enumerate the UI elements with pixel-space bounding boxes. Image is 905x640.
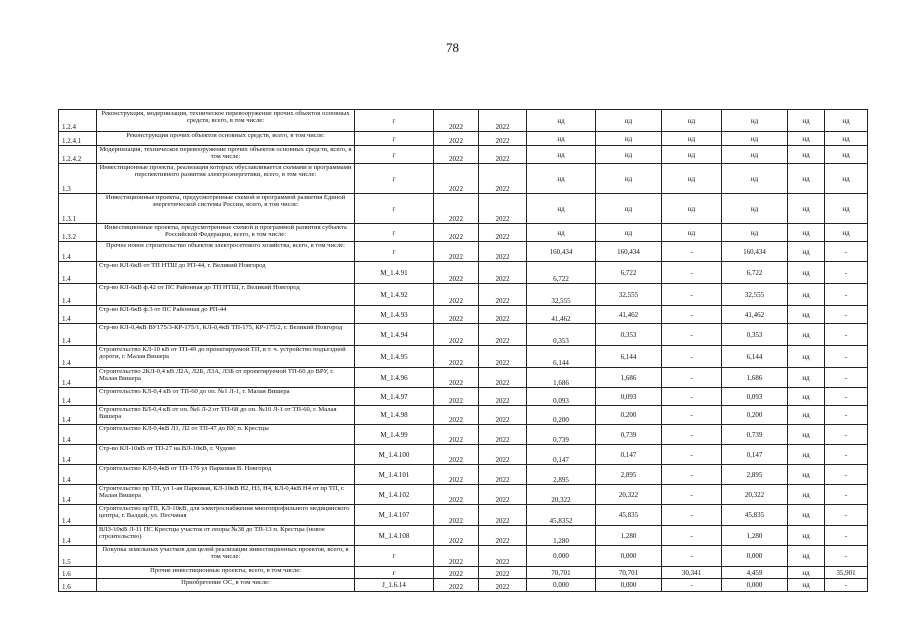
row-value: 0,739 (722, 425, 788, 445)
row-name: Строительство 2КЛ-0,4 кВ Л2А, Л2Б, Л3А, Л3Б от проектируемой ТП-60 до ВРУ, г. Малая Вишера (97, 368, 355, 388)
row-year-start: 2022 (434, 368, 479, 388)
row-value: - (825, 425, 868, 445)
row-value: 0,200 (527, 406, 596, 425)
row-identifier: M_1.4.102 (355, 485, 434, 505)
row-value: нд (788, 505, 825, 526)
row-identifier: M_1.4.91 (355, 262, 434, 284)
row-identifier: M_1.4.108 (355, 526, 434, 546)
row-value: нд (596, 146, 662, 164)
table-row (59, 110, 868, 132)
table-row (59, 445, 868, 465)
table-row (59, 388, 868, 406)
row-code: 1.4 (59, 306, 97, 324)
row-value: 45,8352 (527, 505, 596, 526)
row-value: 35,901 (825, 567, 868, 579)
row-value: нд (825, 110, 868, 132)
row-name: Стр-во КЛ-6кВ ф.42 от ПС Районная до ТП НТШ, г. Великий Новгород (97, 284, 355, 306)
row-name: Строительство ВЛ-0,4 кВ от оп. №6 Л-2 от ТП-68 до оп. №10 Л-1 от ТП-60, г. Малая Вишера (97, 406, 355, 425)
row-value: 70,701 (596, 567, 662, 579)
table-row (59, 306, 868, 324)
row-value: нд (788, 194, 825, 224)
row-value: - (825, 505, 868, 526)
row-value: 160,434 (527, 242, 596, 262)
row-value: 30,341 (662, 567, 722, 579)
page-number: 78 (446, 40, 459, 55)
row-value: 0,353 (527, 324, 596, 346)
row-year-start: 2022 (434, 164, 479, 194)
row-value: - (825, 262, 868, 284)
row-code: 1.3 (59, 164, 97, 194)
row-year-start: 2022 (434, 132, 479, 146)
table-body (59, 110, 868, 592)
row-value: 1,280 (722, 526, 788, 546)
row-value: 160,434 (722, 242, 788, 262)
row-value: - (662, 262, 722, 284)
row-value: нд (527, 194, 596, 224)
row-value: - (662, 284, 722, 306)
row-year-start: 2022 (434, 324, 479, 346)
row-value: - (662, 324, 722, 346)
row-year-start: 2022 (434, 425, 479, 445)
row-value: 41,462 (527, 306, 596, 324)
row-value: нд (662, 146, 722, 164)
row-name: Реконструкция прочих объектов основных средств, всего, в том числе: (97, 132, 355, 146)
row-year-end: 2022 (479, 346, 527, 368)
row-value: 32,555 (527, 284, 596, 306)
row-name: Строительство КЛ-10 кВ от ТП-49 до проектируемой ТП, в т. ч. устройство подъездной дороги, г. Малая Вишера (97, 346, 355, 368)
table-row (59, 132, 868, 146)
row-value: - (662, 505, 722, 526)
row-value: - (662, 546, 722, 567)
row-value: нд (788, 242, 825, 262)
row-value: 20,322 (722, 485, 788, 505)
row-value: нд (825, 146, 868, 164)
row-value: нд (596, 132, 662, 146)
row-value: 20,322 (596, 485, 662, 505)
row-value: нд (788, 284, 825, 306)
table-row (59, 465, 868, 485)
row-value: 41,462 (722, 306, 788, 324)
row-year-end: 2022 (479, 262, 527, 284)
row-code: 1.2.4.2 (59, 146, 97, 164)
row-value: нд (788, 306, 825, 324)
row-value: нд (788, 368, 825, 388)
row-identifier: г (355, 194, 434, 224)
row-value: - (825, 324, 868, 346)
row-value: 0,000 (596, 546, 662, 567)
row-code: 1.4 (59, 346, 97, 368)
row-name: Инвестиционные проекты, предусмотренные схемой и программой развития субъекта Российской Федерации, всего, в том числе: (97, 224, 355, 242)
row-value: нд (527, 146, 596, 164)
row-name: ВЛЗ-10кВ Л-11 ПС Крестцы участок от опоры №38 до ТП-13 п. Крестцы (новое строительство) (97, 526, 355, 546)
row-name: Стр-во КЛ-6кВ ф.3 от ПС Районная до РП-44 (97, 306, 355, 324)
row-year-end: 2022 (479, 546, 527, 567)
row-value: нд (788, 526, 825, 546)
row-name: Стр-во КЛ-6кВ от ТП НТШ до РП-44, г. Великий Новгород (97, 262, 355, 284)
row-identifier: M_1.4.95 (355, 346, 434, 368)
row-value: 0,093 (722, 388, 788, 406)
row-value: 1,686 (722, 368, 788, 388)
row-value: 6,144 (722, 346, 788, 368)
row-value: нд (527, 164, 596, 194)
row-year-end: 2022 (479, 485, 527, 505)
row-identifier: г (355, 110, 434, 132)
row-name: Модернизация, техническое перевооружение прочих объектов основных средств, всего, в том числе: (97, 146, 355, 164)
row-value: нд (788, 324, 825, 346)
row-name: Строительство КЛ-0,4 кВ от ТП-60 до оп. №1 Л-1, г. Малая Вишера (97, 388, 355, 406)
row-value: - (825, 546, 868, 567)
row-code: 1.4 (59, 406, 97, 425)
row-value: нд (527, 132, 596, 146)
row-value: 0,200 (596, 406, 662, 425)
row-value: нд (788, 164, 825, 194)
row-year-end: 2022 (479, 306, 527, 324)
table-row (59, 224, 868, 242)
row-value: - (662, 465, 722, 485)
row-year-start: 2022 (434, 406, 479, 425)
row-year-end: 2022 (479, 284, 527, 306)
row-value: 6,722 (527, 262, 596, 284)
table-row (59, 194, 868, 224)
row-value: нд (662, 224, 722, 242)
table-row (59, 146, 868, 164)
row-identifier: г (355, 146, 434, 164)
table-row (59, 406, 868, 425)
row-value: 4,459 (722, 567, 788, 579)
row-value: нд (788, 388, 825, 406)
row-code: 1.4 (59, 526, 97, 546)
row-year-end: 2022 (479, 110, 527, 132)
row-code: 1.4 (59, 262, 97, 284)
row-identifier: г (355, 132, 434, 146)
row-year-start: 2022 (434, 465, 479, 485)
table-row (59, 324, 868, 346)
row-value: нд (825, 164, 868, 194)
row-value: - (825, 346, 868, 368)
row-code: 1.4 (59, 445, 97, 465)
row-value: нд (788, 546, 825, 567)
row-identifier: J_1.6.14 (355, 579, 434, 592)
row-year-end: 2022 (479, 406, 527, 425)
row-year-start: 2022 (434, 224, 479, 242)
row-value: 0,000 (722, 546, 788, 567)
row-value: - (825, 465, 868, 485)
row-value: 70,701 (527, 567, 596, 579)
table-row (59, 546, 868, 567)
row-value: 0,353 (596, 324, 662, 346)
row-value: 32,555 (722, 284, 788, 306)
row-value: - (662, 346, 722, 368)
row-value: 1,280 (527, 526, 596, 546)
row-code: 1.4 (59, 485, 97, 505)
row-year-end: 2022 (479, 526, 527, 546)
row-year-end: 2022 (479, 465, 527, 485)
row-name: Инвестиционные проекты, реализация которых обуславливается схемами и программами перспективного развития электроэнергетики, всего, в том числе: (97, 164, 355, 194)
row-value: - (662, 425, 722, 445)
row-identifier: M_1.4.101 (355, 465, 434, 485)
row-value: 0,093 (596, 388, 662, 406)
row-year-end: 2022 (479, 579, 527, 592)
row-value: нд (662, 164, 722, 194)
row-code: 1.4 (59, 324, 97, 346)
table-row (59, 505, 868, 526)
row-value: нд (788, 224, 825, 242)
row-value: нд (662, 132, 722, 146)
row-value: - (662, 445, 722, 465)
row-value: - (825, 368, 868, 388)
row-value: нд (722, 194, 788, 224)
row-identifier: M_1.4.98 (355, 406, 434, 425)
table-row (59, 346, 868, 368)
row-year-start: 2022 (434, 567, 479, 579)
row-year-start: 2022 (434, 194, 479, 224)
row-value: нд (788, 146, 825, 164)
row-identifier: M_1.4.92 (355, 284, 434, 306)
row-name: Стр-во КЛ-0,4кВ ВУ175/3-КР-175/1, КЛ-0,4кВ ТП-175, КР-175/2, г. Великий Новгород (97, 324, 355, 346)
row-identifier: г (355, 224, 434, 242)
row-identifier: г (355, 546, 434, 567)
row-year-start: 2022 (434, 526, 479, 546)
row-value: 0,147 (596, 445, 662, 465)
row-value: - (825, 242, 868, 262)
row-name: Реконструкция, модернизация, техническое перевооружение прочих объектов основных средств, всего, в том числе: (97, 110, 355, 132)
row-value: 2,895 (527, 465, 596, 485)
row-identifier: M_1.4.96 (355, 368, 434, 388)
row-value: 0,093 (527, 388, 596, 406)
row-value: 0,739 (527, 425, 596, 445)
row-year-start: 2022 (434, 346, 479, 368)
row-value: - (825, 306, 868, 324)
row-name: Строительство прТП, КЛ-10кВ, для электроснабжения многопрофильного медицинского центра, г. Валдай, ул. Песчаная (97, 505, 355, 526)
row-code: 1.4 (59, 425, 97, 445)
row-value: нд (722, 132, 788, 146)
row-value: - (662, 406, 722, 425)
row-value: нд (662, 194, 722, 224)
row-identifier: M_1.4.93 (355, 306, 434, 324)
table-row (59, 526, 868, 546)
row-value: 0,147 (722, 445, 788, 465)
row-name: Инвестиционные проекты, предусмотренные схемой и программой развития Единой энергетической системы России, всего, в том числе: (97, 194, 355, 224)
row-year-end: 2022 (479, 445, 527, 465)
row-year-end: 2022 (479, 368, 527, 388)
row-code: 1.2.4.1 (59, 132, 97, 146)
row-value: - (662, 526, 722, 546)
table-row (59, 368, 868, 388)
table-row (59, 425, 868, 445)
row-value: 1,686 (596, 368, 662, 388)
row-value: нд (788, 346, 825, 368)
row-name: Строительство КЛ-0,4кВ от ТП-176 ул Парковая В. Новгород (97, 465, 355, 485)
row-value: нд (722, 164, 788, 194)
row-value: нд (788, 110, 825, 132)
row-identifier: г (355, 567, 434, 579)
row-name: Прочие инвестиционные проекты, всего, в том числе: (97, 567, 355, 579)
row-code: 1.6 (59, 579, 97, 592)
row-year-start: 2022 (434, 110, 479, 132)
row-year-start: 2022 (434, 284, 479, 306)
row-value: - (825, 445, 868, 465)
row-value: - (825, 388, 868, 406)
row-value: 45,835 (596, 505, 662, 526)
row-value: 0,000 (596, 579, 662, 592)
row-value: нд (788, 132, 825, 146)
row-year-end: 2022 (479, 146, 527, 164)
row-identifier: г (355, 164, 434, 194)
row-value: нд (596, 194, 662, 224)
row-value: 2,895 (722, 465, 788, 485)
row-value: нд (596, 164, 662, 194)
row-value: - (662, 242, 722, 262)
row-year-end: 2022 (479, 224, 527, 242)
row-name: Строительство пр ТП, ул 1-ая Парковая, КЛ-10кВ Н2, Н3, Н4, КЛ-0,4кВ Н4 от пр ТП, г. Малая Вишера (97, 485, 355, 505)
row-code: 1.3.1 (59, 194, 97, 224)
row-value: - (662, 579, 722, 592)
row-value: нд (527, 224, 596, 242)
row-identifier: M_1.4.94 (355, 324, 434, 346)
row-year-end: 2022 (479, 505, 527, 526)
row-year-end: 2022 (479, 164, 527, 194)
row-name: Прочее новое строительство объектов электросетевого хозяйства, всего, в том числе: (97, 242, 355, 262)
row-year-end: 2022 (479, 425, 527, 445)
table-row (59, 579, 868, 592)
row-value: 20,322 (527, 485, 596, 505)
row-year-start: 2022 (434, 445, 479, 465)
row-year-start: 2022 (434, 505, 479, 526)
row-value: 0,147 (527, 445, 596, 465)
row-value: нд (788, 425, 825, 445)
row-value: нд (788, 445, 825, 465)
table-row (59, 164, 868, 194)
row-value: 32,555 (596, 284, 662, 306)
row-value: - (825, 579, 868, 592)
row-year-end: 2022 (479, 324, 527, 346)
row-value: 1,280 (596, 526, 662, 546)
row-code: 1.2.4 (59, 110, 97, 132)
row-value: - (825, 526, 868, 546)
row-value: нд (527, 110, 596, 132)
row-code: 1.5 (59, 546, 97, 567)
row-value: - (825, 284, 868, 306)
investment-table-container (58, 109, 868, 592)
row-year-start: 2022 (434, 146, 479, 164)
row-year-start: 2022 (434, 579, 479, 592)
row-code: 1.4 (59, 465, 97, 485)
row-value: - (825, 485, 868, 505)
row-value: 2,895 (596, 465, 662, 485)
row-value: нд (662, 110, 722, 132)
row-value: нд (788, 485, 825, 505)
row-year-start: 2022 (434, 242, 479, 262)
row-value: - (662, 485, 722, 505)
row-identifier: M_1.4.97 (355, 388, 434, 406)
row-value: нд (788, 579, 825, 592)
row-year-start: 2022 (434, 485, 479, 505)
row-value: 1,686 (527, 368, 596, 388)
row-identifier: M_1.4.99 (355, 425, 434, 445)
table-row (59, 262, 868, 284)
row-value: 0,000 (527, 579, 596, 592)
row-year-end: 2022 (479, 194, 527, 224)
row-value: нд (825, 224, 868, 242)
row-value: 0,000 (527, 546, 596, 567)
row-value: 0,739 (596, 425, 662, 445)
row-name: Приобретение ОС, в том числе: (97, 579, 355, 592)
row-code: 1.4 (59, 284, 97, 306)
row-value: нд (722, 224, 788, 242)
row-code: 1.4 (59, 388, 97, 406)
row-year-end: 2022 (479, 388, 527, 406)
row-code: 1.4 (59, 242, 97, 262)
row-value: 6,144 (527, 346, 596, 368)
row-value: нд (788, 406, 825, 425)
row-value: - (662, 368, 722, 388)
row-value: нд (596, 110, 662, 132)
row-value: - (662, 388, 722, 406)
row-code: 1.3.2 (59, 224, 97, 242)
row-year-end: 2022 (479, 242, 527, 262)
row-value: 0,353 (722, 324, 788, 346)
row-name: Стр-во КЛ-10кВ от ТП-27 на ВЛ-10кВ, г. Чудово (97, 445, 355, 465)
row-code: 1.6 (59, 567, 97, 579)
row-identifier: M_1.4.107 (355, 505, 434, 526)
table-row (59, 485, 868, 505)
row-value: 6,722 (722, 262, 788, 284)
row-value: 6,722 (596, 262, 662, 284)
row-value: 0,200 (722, 406, 788, 425)
table-row (59, 242, 868, 262)
investment-table (58, 109, 868, 592)
row-value: - (662, 306, 722, 324)
row-value: 160,434 (596, 242, 662, 262)
row-value: нд (788, 465, 825, 485)
row-year-start: 2022 (434, 262, 479, 284)
row-year-start: 2022 (434, 546, 479, 567)
row-year-end: 2022 (479, 567, 527, 579)
row-name: Покупка земельных участков для целей реализации инвестиционных проектов, всего, в том числе: (97, 546, 355, 567)
row-value: нд (788, 567, 825, 579)
row-year-start: 2022 (434, 306, 479, 324)
row-year-start: 2022 (434, 388, 479, 406)
row-value: 0,000 (722, 579, 788, 592)
row-value: 6,144 (596, 346, 662, 368)
row-year-end: 2022 (479, 132, 527, 146)
row-value: нд (825, 194, 868, 224)
row-value: 41,462 (596, 306, 662, 324)
row-code: 1.4 (59, 368, 97, 388)
row-value: нд (722, 110, 788, 132)
table-row (59, 284, 868, 306)
row-value: нд (596, 224, 662, 242)
table-row (59, 567, 868, 579)
row-name: Строительство КЛ-0,4кВ Л1, Л2 от ТП-47 до ВУ, п. Крестцы (97, 425, 355, 445)
row-code: 1.4 (59, 505, 97, 526)
row-value: нд (825, 132, 868, 146)
row-value: нд (788, 262, 825, 284)
row-identifier: г (355, 242, 434, 262)
row-value: 45,835 (722, 505, 788, 526)
row-value: - (825, 406, 868, 425)
row-identifier: M_1.4.100 (355, 445, 434, 465)
row-value: нд (722, 146, 788, 164)
